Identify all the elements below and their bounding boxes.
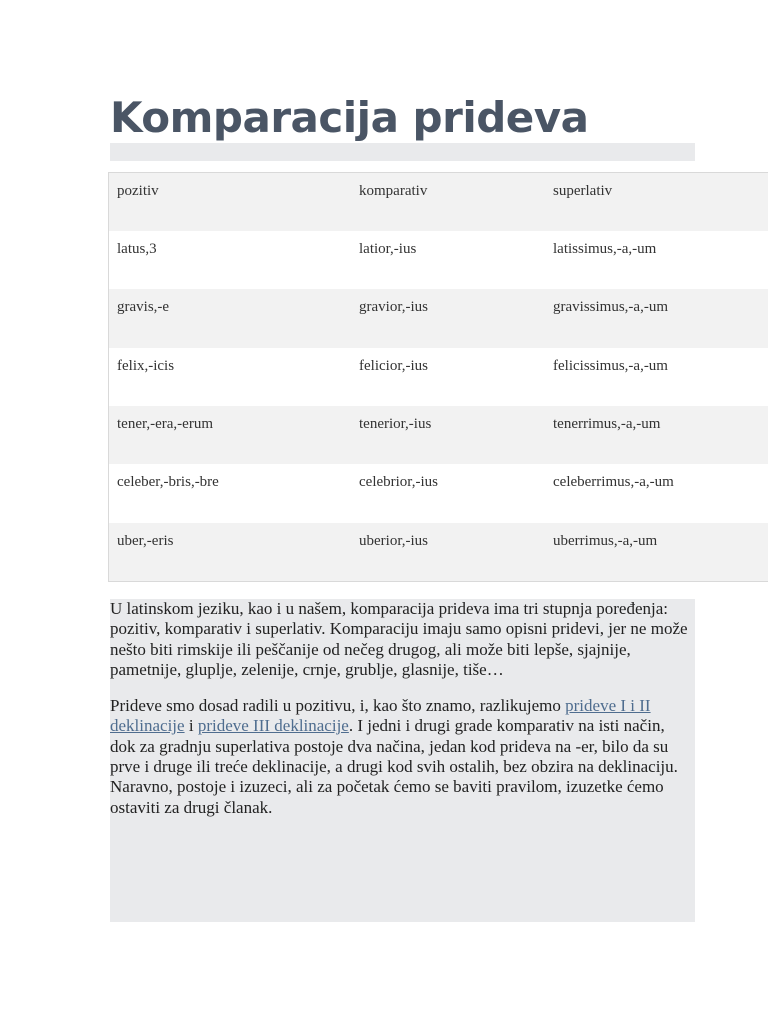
table-header-row	[109, 173, 768, 231]
cell-pozitiv: gravis,-e	[117, 299, 170, 316]
paragraph-text: Prideve smo dosad radili u pozitivu, i, kao što znamo, razlikujemo	[110, 696, 566, 716]
cell-superlativ: gravissimus,-a,-um	[553, 299, 668, 316]
article-body	[110, 599, 695, 922]
header-cell-superlativ: superlativ	[553, 183, 613, 199]
table-row	[109, 348, 768, 406]
cell-komparativ: uberior,-ius	[359, 532, 428, 549]
table-row	[109, 523, 768, 581]
article-paragraph-intro: U latinskom jeziku, kao i u našem, komparacija prideva ima tri stupnja poređenja: pozitiv, komparativ i superlativ. Komparaciju imaju samo opisni pridevi, jer ne može nešto biti rimskije ili peščanije od nečeg drugog, ali može biti lepše, sjajnije, pametnije, gluplje, zelenije, crnje, grublje, glasnije, tiše…	[110, 599, 688, 679]
paragraph-text: . I jedni i drugi grade komparativ na isti način, dok za gradnju superlativa postoje dva načina, jedan kod prideva na -er, bilo da su prve i druge ili treće deklinacije, a drugi kod svih ostalih, bez obzira na deklinaciju. Naravno, postoje i izuzeci, ali za početak ćemo se baviti pravilom, izuzetke ćemo ostaviti za drugi članak.	[110, 716, 678, 817]
article-paragraph-deklinacije	[110, 696, 693, 818]
cell-komparativ: celebrior,-ius	[359, 474, 438, 491]
page-title: Komparacija prideva	[110, 93, 589, 142]
cell-superlativ: tenerrimus,-a,-um	[553, 416, 661, 433]
paragraph-text: i	[184, 716, 198, 736]
cell-pozitiv: celeber,-bris,-bre	[117, 474, 219, 491]
cell-komparativ: latior,-ius	[359, 240, 417, 257]
cell-pozitiv: tener,-era,-erum	[117, 416, 213, 433]
cell-superlativ: celeberrimus,-a,-um	[553, 474, 674, 491]
cell-pozitiv: latus,3	[117, 240, 157, 257]
link-prideve-i-ii-deklinacije[interactable]: prideve I i II deklinacije	[110, 696, 651, 736]
title-underline-band	[110, 143, 695, 161]
table-row	[109, 464, 768, 522]
cell-komparativ: gravior,-ius	[359, 299, 428, 316]
cell-komparativ: tenerior,-ius	[359, 416, 432, 433]
table-row	[109, 406, 768, 464]
comparison-table	[108, 172, 768, 582]
table-row	[109, 231, 768, 289]
header-cell-pozitiv: pozitiv	[117, 183, 159, 199]
cell-pozitiv: felix,-icis	[117, 357, 175, 374]
cell-pozitiv: uber,-eris	[117, 532, 174, 549]
cell-superlativ: latissimus,-a,-um	[553, 240, 657, 257]
cell-superlativ: uberrimus,-a,-um	[553, 532, 658, 549]
link-prideve-iii-deklinacije[interactable]: prideve III deklinacije	[197, 716, 349, 736]
header-cell-komparativ: komparativ	[359, 183, 428, 199]
cell-superlativ: felicissimus,-a,-um	[553, 357, 668, 374]
table-row	[109, 289, 768, 347]
cell-komparativ: felicior,-ius	[359, 357, 428, 374]
